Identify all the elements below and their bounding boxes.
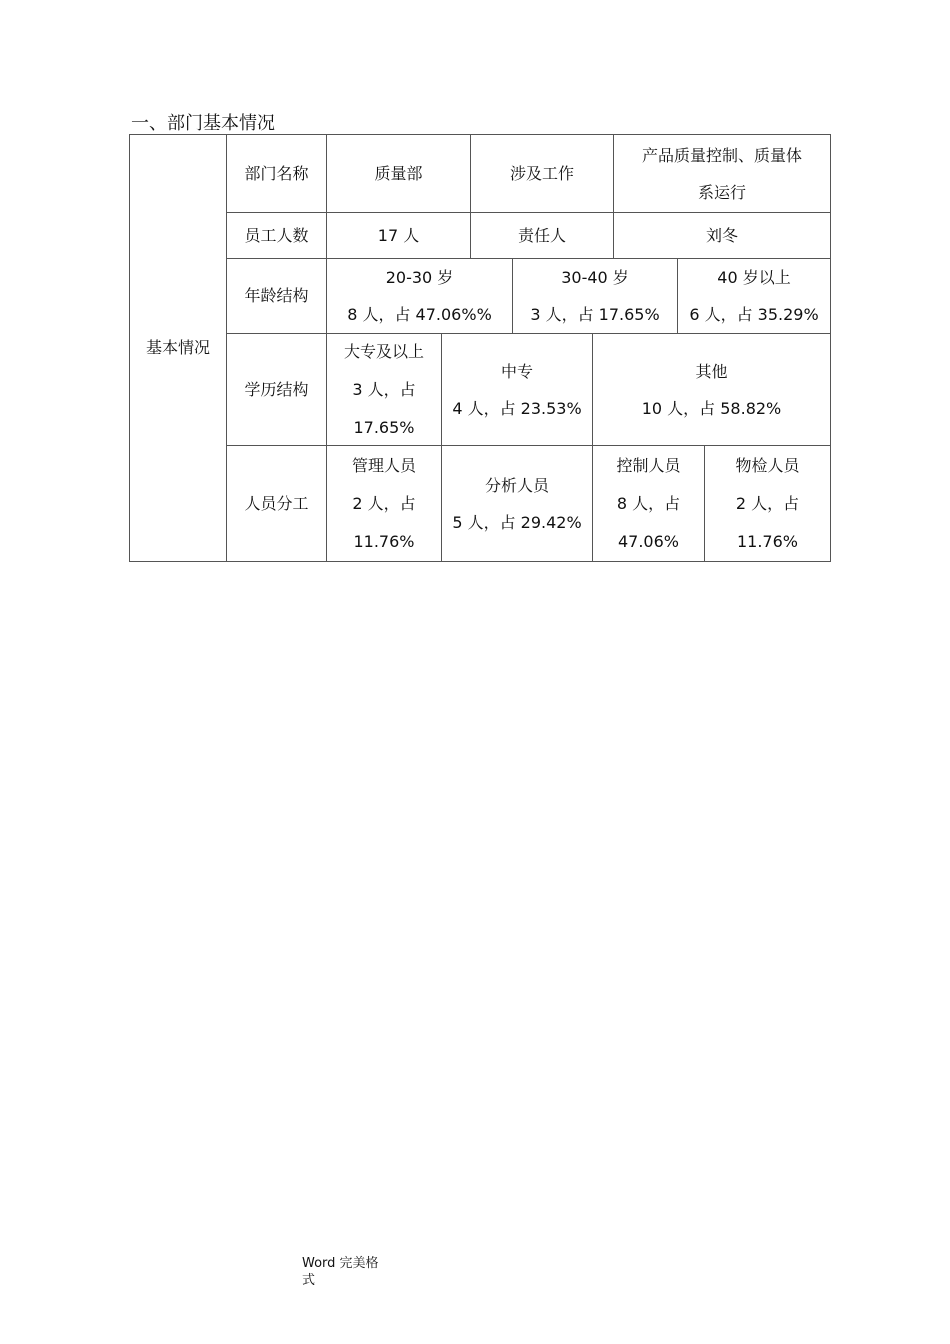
education-group-stat: 3 人，占	[352, 379, 416, 399]
division-group-cell	[441, 445, 593, 562]
staff-count-label: 员工人数	[244, 225, 309, 245]
work-label: 涉及工作	[509, 163, 574, 183]
age-group-stat: 8 人，占 47.06%%	[347, 305, 492, 324]
education-group-cell	[592, 333, 831, 446]
footer-line: 式	[302, 1273, 316, 1288]
age-group-range: 30-40 岁	[561, 268, 629, 287]
division-group-name: 控制人员	[616, 455, 681, 475]
education-label: 学历结构	[244, 379, 309, 399]
work-value-line1: 产品质量控制、质量体	[641, 145, 802, 165]
division-group-stat: 11.76%	[736, 531, 798, 551]
division-group-cell	[592, 445, 705, 562]
work-value-line2: 系运行	[697, 182, 746, 202]
education-group-stat: 17.65%	[353, 417, 415, 437]
dept-name-label-cell	[226, 134, 327, 213]
page-footer	[302, 1255, 392, 1289]
age-group-stat: 3 人，占 17.65%	[530, 305, 660, 324]
division-group-name: 分析人员	[484, 475, 549, 495]
division-group-stat: 47.06%	[617, 531, 679, 551]
dept-name-label: 部门名称	[244, 163, 309, 183]
division-group-cell	[326, 445, 442, 562]
education-group-name: 其他	[695, 361, 728, 381]
owner-value: 刘冬	[705, 225, 738, 245]
division-group-stat: 11.76%	[353, 531, 415, 551]
age-group-range: 40 岁以上	[717, 268, 791, 287]
division-group-stat: 2 人，占	[352, 493, 416, 513]
dept-name-value: 质量部	[374, 163, 423, 183]
staff-count-value: 17 人	[377, 225, 420, 245]
education-group-cell	[326, 333, 442, 446]
division-group-name: 物检人员	[735, 455, 800, 475]
work-label-cell	[470, 134, 614, 213]
division-group-cell	[704, 445, 831, 562]
owner-label: 责任人	[517, 225, 566, 245]
division-label: 人员分工	[244, 493, 309, 513]
age-group-stat: 6 人，占 35.29%	[689, 305, 819, 324]
age-group-cell	[512, 258, 678, 334]
staff-count-value-cell	[326, 212, 471, 259]
education-group-name: 中专	[500, 361, 533, 381]
section-heading: 一、部门基本情况	[131, 113, 275, 134]
education-group-cell	[441, 333, 593, 446]
dept-name-value-cell	[326, 134, 471, 213]
owner-label-cell	[470, 212, 614, 259]
staff-count-label-cell	[226, 212, 327, 259]
age-label-cell	[226, 258, 327, 334]
education-group-stat: 4 人，占 23.53%	[452, 398, 582, 418]
education-group-name: 大专及以上	[343, 341, 424, 361]
age-group-cell	[326, 258, 513, 334]
section-label-cell	[129, 134, 227, 562]
section-label: 基本情况	[145, 338, 210, 357]
age-group-cell	[677, 258, 831, 334]
division-label-cell	[226, 445, 327, 562]
education-label-cell	[226, 333, 327, 446]
division-group-stat: 5 人，占 29.42%	[452, 512, 582, 532]
owner-value-cell	[613, 212, 831, 259]
age-label: 年龄结构	[244, 286, 309, 305]
basic-info-table	[129, 134, 831, 562]
footer-line: Word 完美格	[302, 1256, 379, 1271]
division-group-name: 管理人员	[351, 455, 416, 475]
education-group-stat: 10 人，占 58.82%	[641, 398, 782, 418]
work-value-cell	[613, 134, 831, 213]
age-group-range: 20-30 岁	[385, 268, 454, 287]
division-group-stat: 8 人，占	[616, 493, 681, 513]
division-group-stat: 2 人，占	[735, 493, 800, 513]
